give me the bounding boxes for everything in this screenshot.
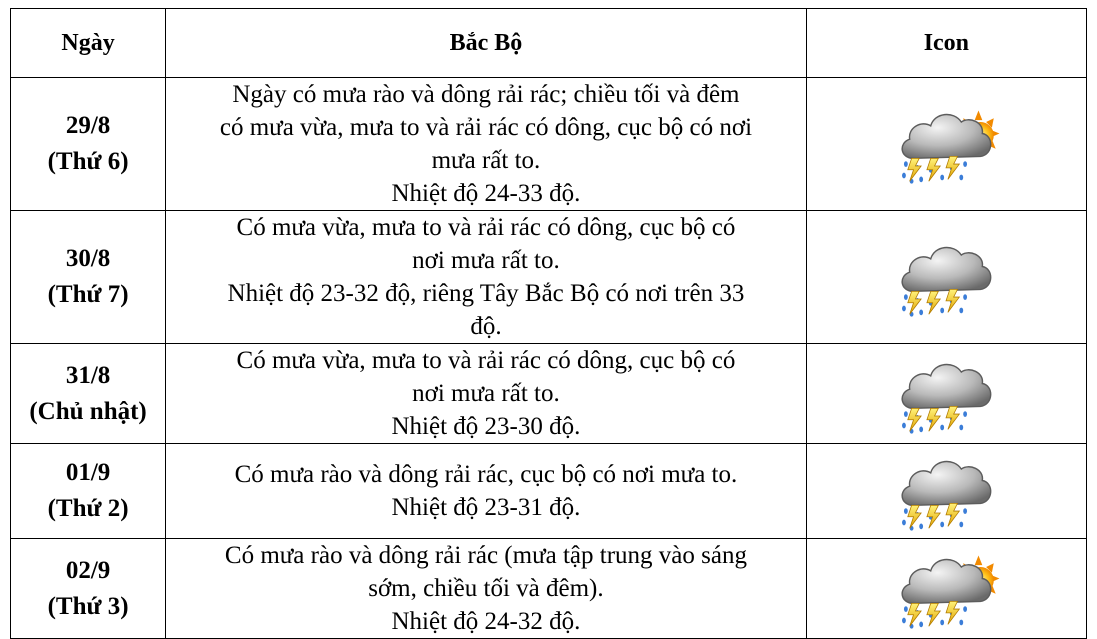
day-cell <box>11 444 166 539</box>
icon-cell <box>806 344 1086 444</box>
description-line: mưa rất to. <box>431 147 541 174</box>
forecast-table <box>10 8 1087 639</box>
forecast-description <box>166 444 807 539</box>
header-day: Ngày <box>11 9 166 78</box>
icon-cell <box>806 444 1086 539</box>
date-label: 02/9 <box>65 556 111 584</box>
day-cell <box>11 539 166 639</box>
header-icon: Icon <box>806 9 1086 78</box>
table-row <box>11 78 1087 211</box>
date-label: 30/8 <box>65 245 111 272</box>
icon-cell <box>806 211 1086 344</box>
table-row <box>11 344 1087 444</box>
description-line: Nhiệt độ 23-32 độ, riêng Tây Bắc Bộ có nơi trên 33 <box>227 280 745 307</box>
description-line: Có mưa rào và dông rải rác, cục bộ có nơi mưa to. <box>234 461 738 488</box>
day-cell <box>11 78 166 211</box>
table-row <box>11 211 1087 344</box>
forecast-description <box>166 211 807 344</box>
thunderstorm-sun-icon <box>890 546 1002 632</box>
weekday-label: (Thứ 6) <box>47 148 129 175</box>
weekday-label: (Chủ nhật) <box>29 397 147 425</box>
table-row <box>11 539 1087 639</box>
date-label: 01/9 <box>65 459 111 486</box>
weekday-label: (Thứ 2) <box>47 495 129 522</box>
weekday-label: (Thứ 7) <box>47 281 129 308</box>
header-region: Bắc Bộ <box>166 9 807 78</box>
description-line: nơi mưa rất to. <box>412 380 560 407</box>
date-label: 31/8 <box>65 361 111 389</box>
description-line: có mưa vừa, mưa to và rải rác có dông, cục bộ có nơi <box>219 114 753 141</box>
icon-cell <box>806 539 1086 639</box>
table-row <box>11 444 1087 539</box>
description-line: Ngày có mưa rào và dông rải rác; chiều tối và đêm <box>232 81 740 108</box>
forecast-description <box>166 78 807 211</box>
description-line: Nhiệt độ 23-30 độ. <box>391 413 581 440</box>
description-line: độ. <box>470 313 502 340</box>
description-line: sớm, chiều tối và đêm). <box>368 575 604 602</box>
date-label: 29/8 <box>65 112 111 139</box>
day-cell <box>11 211 166 344</box>
description-line: Có mưa rào và dông rải rác (mưa tập trung vào sáng <box>224 542 747 569</box>
weekday-label: (Thứ 3) <box>47 592 129 620</box>
icon-cell <box>806 78 1086 211</box>
thunderstorm-icon <box>890 234 1002 320</box>
description-line: Có mưa vừa, mưa to và rải rác có dông, cục bộ có <box>236 347 736 374</box>
description-line: Nhiệt độ 23-31 độ. <box>391 494 581 521</box>
thunderstorm-icon <box>890 448 1002 534</box>
thunderstorm-icon <box>890 351 1002 437</box>
forecast-description <box>166 344 807 444</box>
thunderstorm-sun-icon <box>890 101 1002 187</box>
day-cell <box>11 344 166 444</box>
description-line: Nhiệt độ 24-32 độ. <box>391 608 581 635</box>
description-line: Có mưa vừa, mưa to và rải rác có dông, cục bộ có <box>236 214 736 241</box>
description-line: Nhiệt độ 24-33 độ. <box>391 180 581 207</box>
header-row <box>11 9 1087 78</box>
forecast-description <box>166 539 807 639</box>
description-line: nơi mưa rất to. <box>412 247 560 274</box>
